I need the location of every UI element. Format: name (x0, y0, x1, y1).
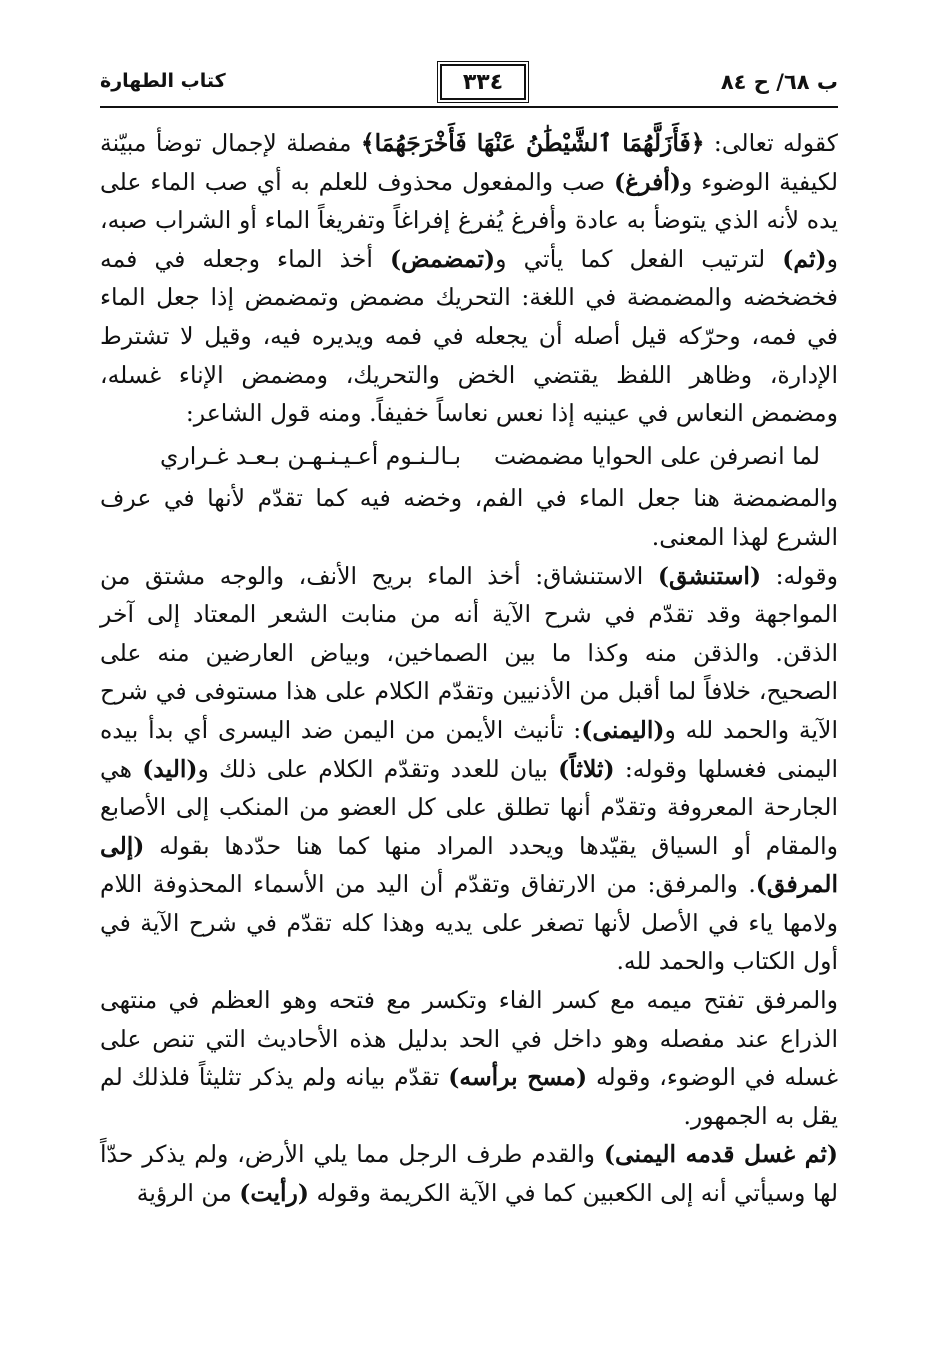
term-yad: (اليد) (142, 754, 198, 783)
poem-verse (100, 437, 838, 476)
term-istanshaq: (استنشق) (657, 561, 762, 590)
paragraph-4: والمرفق تفتح ميمه مع كسر الفاء وتكسر مع فتحه وهو العظم في منتهى الذراع عند مفصله وهو داخل في الحد بدليل هذه الأحاديث التي تنص على غسله في الوضوء، وقوله (مسح برأسه) تقدّم بيانه ولم يذكر تثليثاً فلذلك لم يقل به الجمهور. (100, 986, 839, 1130)
term-ila-almirfaq: (إلى المرفق) (100, 831, 838, 899)
paragraph-5: (ثم غسل قدمه اليمنى) والقدم طرف الرجل مما يلي الأرض، ولم يذكر حدّاً لها وسيأتي أنه إلى الكعبين كما في الآية الكريمة وقوله (رأيت) من الرؤية (100, 1140, 838, 1208)
term-afragh: (أفرغ) (613, 167, 681, 196)
page-header (100, 62, 838, 104)
header-rule (100, 106, 838, 108)
hadith-reference: ب ٦٨/ ح ٨٤ (720, 70, 838, 94)
term-raayt: (رأيت) (239, 1179, 310, 1208)
quran-verse: ﴿فَأَزَلَّهُمَا ٱلشَّيْطَٰنُ عَنْهَا فَأَخْرَجَهُمَا﴾ (360, 129, 705, 157)
book-title: كتاب الطهارة (100, 70, 226, 92)
paragraph-2: والمضمضة هنا جعل الماء في الفم، وخضه فيه كما تقدّم لأنها في عرف الشرع لهذا المعنى. (100, 484, 838, 551)
term-thumma: (ثم) (782, 244, 827, 273)
term-thumma-ghasl: (ثم غسل قدمه اليمنى) (603, 1140, 838, 1169)
paragraph-1: كقوله تعالى: ﴿فَأَزَلَّهُمَا ٱلشَّيْطَٰنُ عَنْهَا فَأَخْرَجَهُمَا﴾ مفصلة لإجمال توضأ مبيّنة لكيفية الوضوء و(أفرغ) صب والمفعول محذوف للعلم به أي صب الماء على يده لأنه الذي يتوضأ به عادة وأفرغ يُفرغ إفراغاً وتفريغاً الماء أو الشراب صبه، و(ثم) لترتيب الفعل كما يأتي و(تمضمض) أخذ الماء وجعله في فمه فخضخضه والمضمضة في اللغة: التحريك مضمض وتمضمض إذا جعل الماء في فمه، وحرّكه قيل أصله أن يجعله في فمه ويديره فيه، وقيل لا تشترط الإدارة، وظاهر اللفظ يقتضي الخض والتحريك، ومضمض الإناء غسله، ومضمض النعاس في عينيه إذا نعس نعاساً خفيفاً. ومنه قول الشاعر: (100, 129, 839, 428)
term-tamadmad: (تمضمض) (390, 244, 496, 273)
page-number: ٣٣٤ (440, 64, 526, 100)
paragraph-3: وقوله: (استنشق) الاستنشاق: أخذ الماء بريح الأنف، والوجه مشتق من المواجهة وقد تقدّم في شرح الآية أنه من منابت الشعر المعتاد إلى آخر الذقن. والذقن منه وكذا ما بين الصماخين، وبياض العارضين منه على الصحيح، خلافاً لما أقبل من الأذنيين وتقدّم الكلام على هذا مستوفى في شرح الآية والحمد لله و(اليمنى): تأنيث الأيمن من اليمن ضد اليسرى أي بدأ بيده اليمنى فغسلها وقوله: (ثلاثاً) بيان للعدد وتقدّم الكلام على ذلك و(اليد) هي الجارحة المعروفة وتقدّم أنها تطلق على كل العضو من المنكب إلى الأصابع والمقام أو السياق يقيّدها ويحدد المراد منها كما هنا حدّدها بقوله (إلى المرفق). والمرفق: من الارتفاق وتقدّم أن اليد من الأسماء المحذوفة اللام ولامها ياء في الأصل لأنها تصغر على يديه وهذا كله تقدّم في شرح الآية في أول الكتاب والحمد لله. (100, 561, 839, 976)
page-body (100, 124, 838, 1213)
poem-hemistich-first: لما انصرفن على الحوايا مضمضت (494, 441, 820, 470)
term-thalathan: (ثلاثاً) (558, 754, 615, 783)
term-yumna: (اليمنى) (581, 715, 665, 744)
poem-hemistich-second: بـالـنـوم أعـيـنـهـن بـعـد غـراري (160, 441, 462, 470)
term-masah: (مسح برأسه) (448, 1063, 588, 1092)
